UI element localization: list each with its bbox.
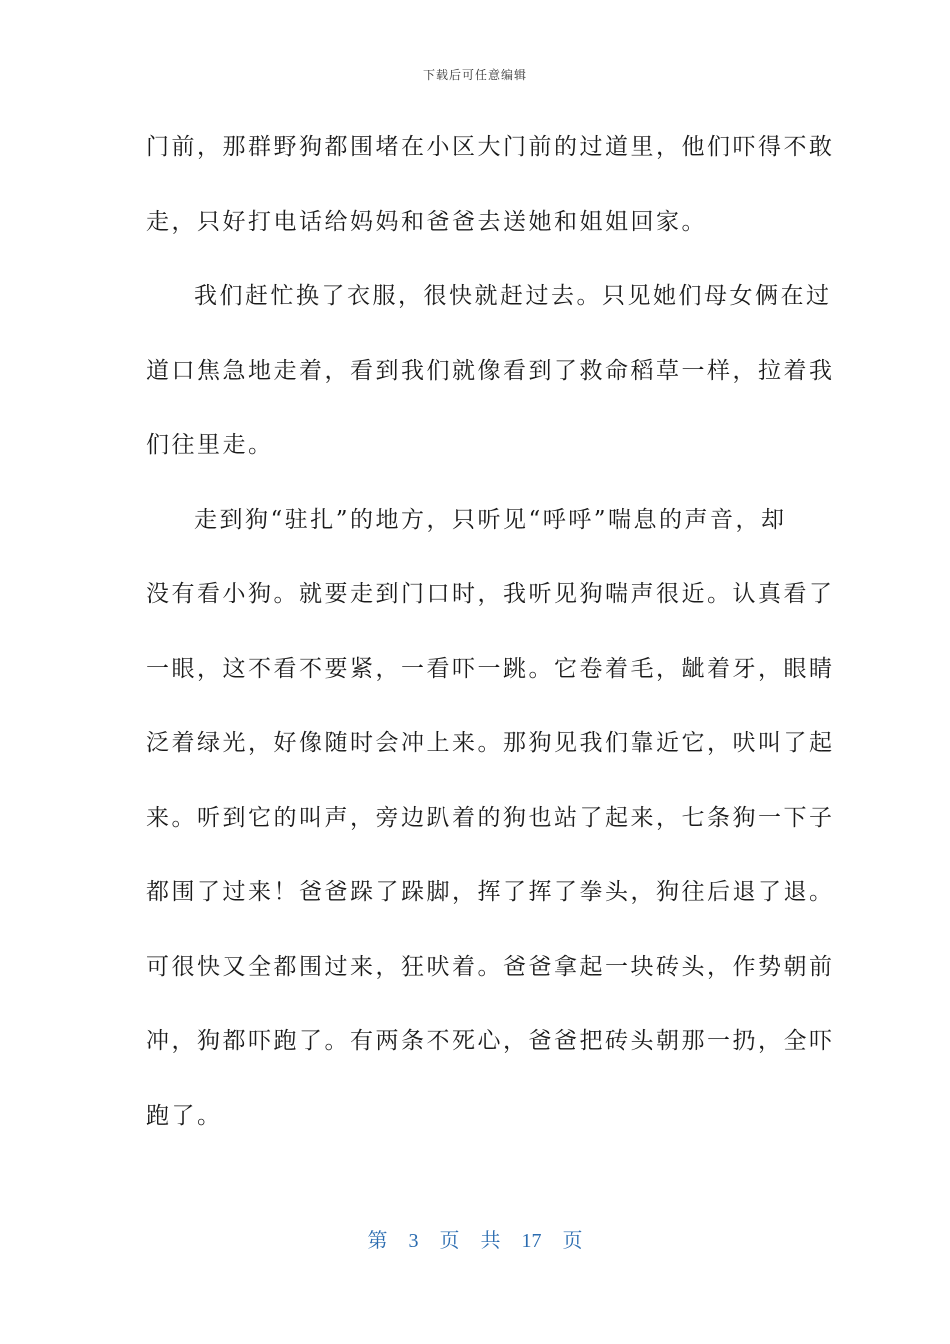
- text-line: 走，只好打电话给妈妈和爸爸去送她和姐姐回家。: [146, 208, 707, 235]
- document-body: [146, 110, 835, 1153]
- page-header-note: 下载后可任意编辑: [422, 68, 527, 82]
- footer-label-ye2: 页: [562, 1230, 583, 1252]
- text-line: 都围了过来！爸爸跺了跺脚，挥了挥了拳头，狗往后退了退。: [146, 879, 835, 905]
- text-line: 没有看小狗。就要走到门口时，我听见狗喘声很近。认真看了: [146, 581, 835, 607]
- text-line: 一眼，这不看不要紧，一看吓一跳。它卷着毛，龇着牙，眼睛: [146, 655, 835, 682]
- text-line: 道口焦急地走着，看到我们就像看到了救命稻草一样，拉着我: [146, 357, 835, 384]
- text-line: 冲，狗都吓跑了。有两条不死心，爸爸把砖头朝那一扔，全吓: [146, 1028, 835, 1054]
- text-line: 们往里走。: [146, 432, 274, 458]
- footer-label-total: 共: [480, 1230, 501, 1252]
- paragraph-first-line: 我们赶忙换了衣服，很快就赶过去。只见她们母女俩在过: [194, 283, 832, 309]
- footer-label-ye: 页: [439, 1230, 460, 1252]
- text-line: 可很快又全都围过来，狂吠着。爸爸拿起一块砖头，作势朝前: [146, 953, 835, 980]
- paragraph-first-line: 走到狗“驻扎”的地方，只听见“呼呼”喘息的声音，却: [194, 506, 787, 533]
- text-line: 跑了。: [146, 1102, 223, 1129]
- text-line: 泛着绿光，好像随时会冲上来。那狗见我们靠近它，吠叫了起: [146, 730, 835, 756]
- text-line: 门前，那群野狗都围堵在小区大门前的过道里，他们吓得不敢: [146, 134, 835, 160]
- footer-current-page: 3: [408, 1230, 419, 1252]
- page-number-footer: [0, 1224, 950, 1253]
- footer-label-page: 第: [367, 1230, 388, 1252]
- footer-total-pages: 17: [521, 1230, 542, 1252]
- text-line: 来。听到它的叫声，旁边趴着的狗也站了起来，七条狗一下子: [146, 804, 835, 831]
